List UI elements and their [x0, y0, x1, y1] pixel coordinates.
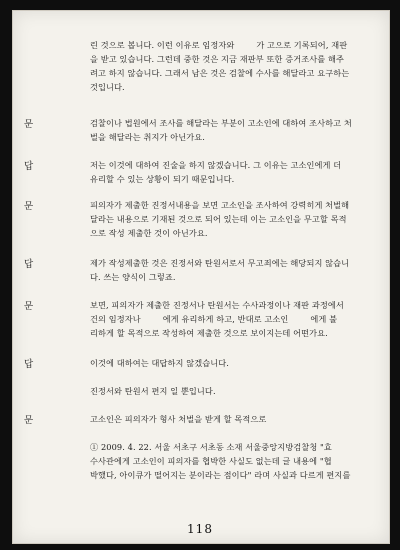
text-line: 고소인은 피의자가 형사 처벌을 받게 할 목적으로	[90, 414, 267, 424]
qa-label: 답	[24, 359, 34, 370]
text-line: 피의자가 제출한 진정서내용을 보면 고소인을 조사하여 강력히게 처벌해	[90, 200, 350, 210]
qa-text	[90, 440, 376, 482]
text-line: 벌을 해달라는 취지가 아닌가요.	[90, 132, 205, 142]
text-line: 것입니다.	[90, 82, 125, 92]
text-line: 저는 이것에 대하여 진술을 하지 않겠습니다. 그 이유는 고소인에게 더	[90, 160, 342, 170]
qa-text	[90, 298, 376, 340]
qa-text	[90, 158, 376, 186]
text-line: ① 2009. 4. 22. 서울 서초구 서초동 소재 서울중앙지방검찰청 "효	[90, 442, 332, 452]
text-line: 수사관에게 고소인이 피의자를 협박한 사실도 없는데 글 내용에 "협	[90, 456, 332, 466]
qa-label: 답	[24, 259, 34, 270]
qa-text	[90, 356, 376, 370]
text-line: 다. 쓰는 양식이 그렇죠.	[90, 272, 176, 282]
document-content	[12, 10, 388, 542]
text-line: 으로 작성 제출한 것이 아닌가요.	[90, 228, 208, 238]
qa-text	[90, 412, 376, 426]
text-line: 유리할 수 있는 상황이 되기 때문입니다.	[90, 174, 235, 184]
qa-label: 문	[24, 119, 34, 130]
text-line: 리하게 할 목적으로 작성하여 제출한 것으로 보이지는데 어떤가요.	[90, 328, 328, 338]
text-line: 박했다, 아이큐가 떨어지는 분이라는 점이다" 라며 사실과 다르게 편지를	[90, 470, 351, 480]
text-line: 을 받고 있습니다. 그런데 중한 것은 지금 재판부 또한 증거조사를 해주	[90, 54, 344, 64]
text-line: 려고 하지 않습니다. 그래서 남은 것은 검찰에 수사를 해달라고 요구하는	[90, 68, 350, 78]
page-number: 118	[187, 522, 213, 536]
text-line: 이것에 대하여는 대답하지 않겠습니다.	[90, 358, 229, 368]
text-line: 진정서와 탄원서 편지 일 뿐입니다.	[90, 386, 216, 396]
text-line: 보면, 피의자가 제출한 진정서나 탄원서는 수사과정이나 재판 과정에서	[90, 300, 344, 310]
text-line: 달라는 내용으로 기재된 것으로 되어 있는데 이는 고소인을 무고할 목적	[90, 214, 347, 224]
text-line: 린 것으로 봅니다. 이런 이유로 임정자와 가 고으로 기록되어, 재판	[90, 40, 348, 50]
text-line: 건의 임정자나 에게 유리하게 하고, 반대로 고소인 에게 불	[90, 314, 338, 324]
qa-label: 문	[24, 301, 34, 312]
qa-text	[90, 116, 376, 144]
qa-label: 문	[24, 415, 34, 426]
qa-label: 답	[24, 161, 34, 172]
qa-text	[90, 256, 376, 284]
qa-text	[90, 384, 376, 398]
qa-text	[90, 198, 376, 240]
qa-label: 문	[24, 201, 34, 212]
qa-text	[90, 38, 376, 94]
text-line: 제가 작성제출한 것은 진정서와 탄원서로서 무고죄에는 해당되지 않습니	[90, 258, 350, 268]
text-line: 검찰이나 법원에서 조사를 해달라는 부분이 고소인에 대하여 조사하고 처	[90, 118, 352, 128]
